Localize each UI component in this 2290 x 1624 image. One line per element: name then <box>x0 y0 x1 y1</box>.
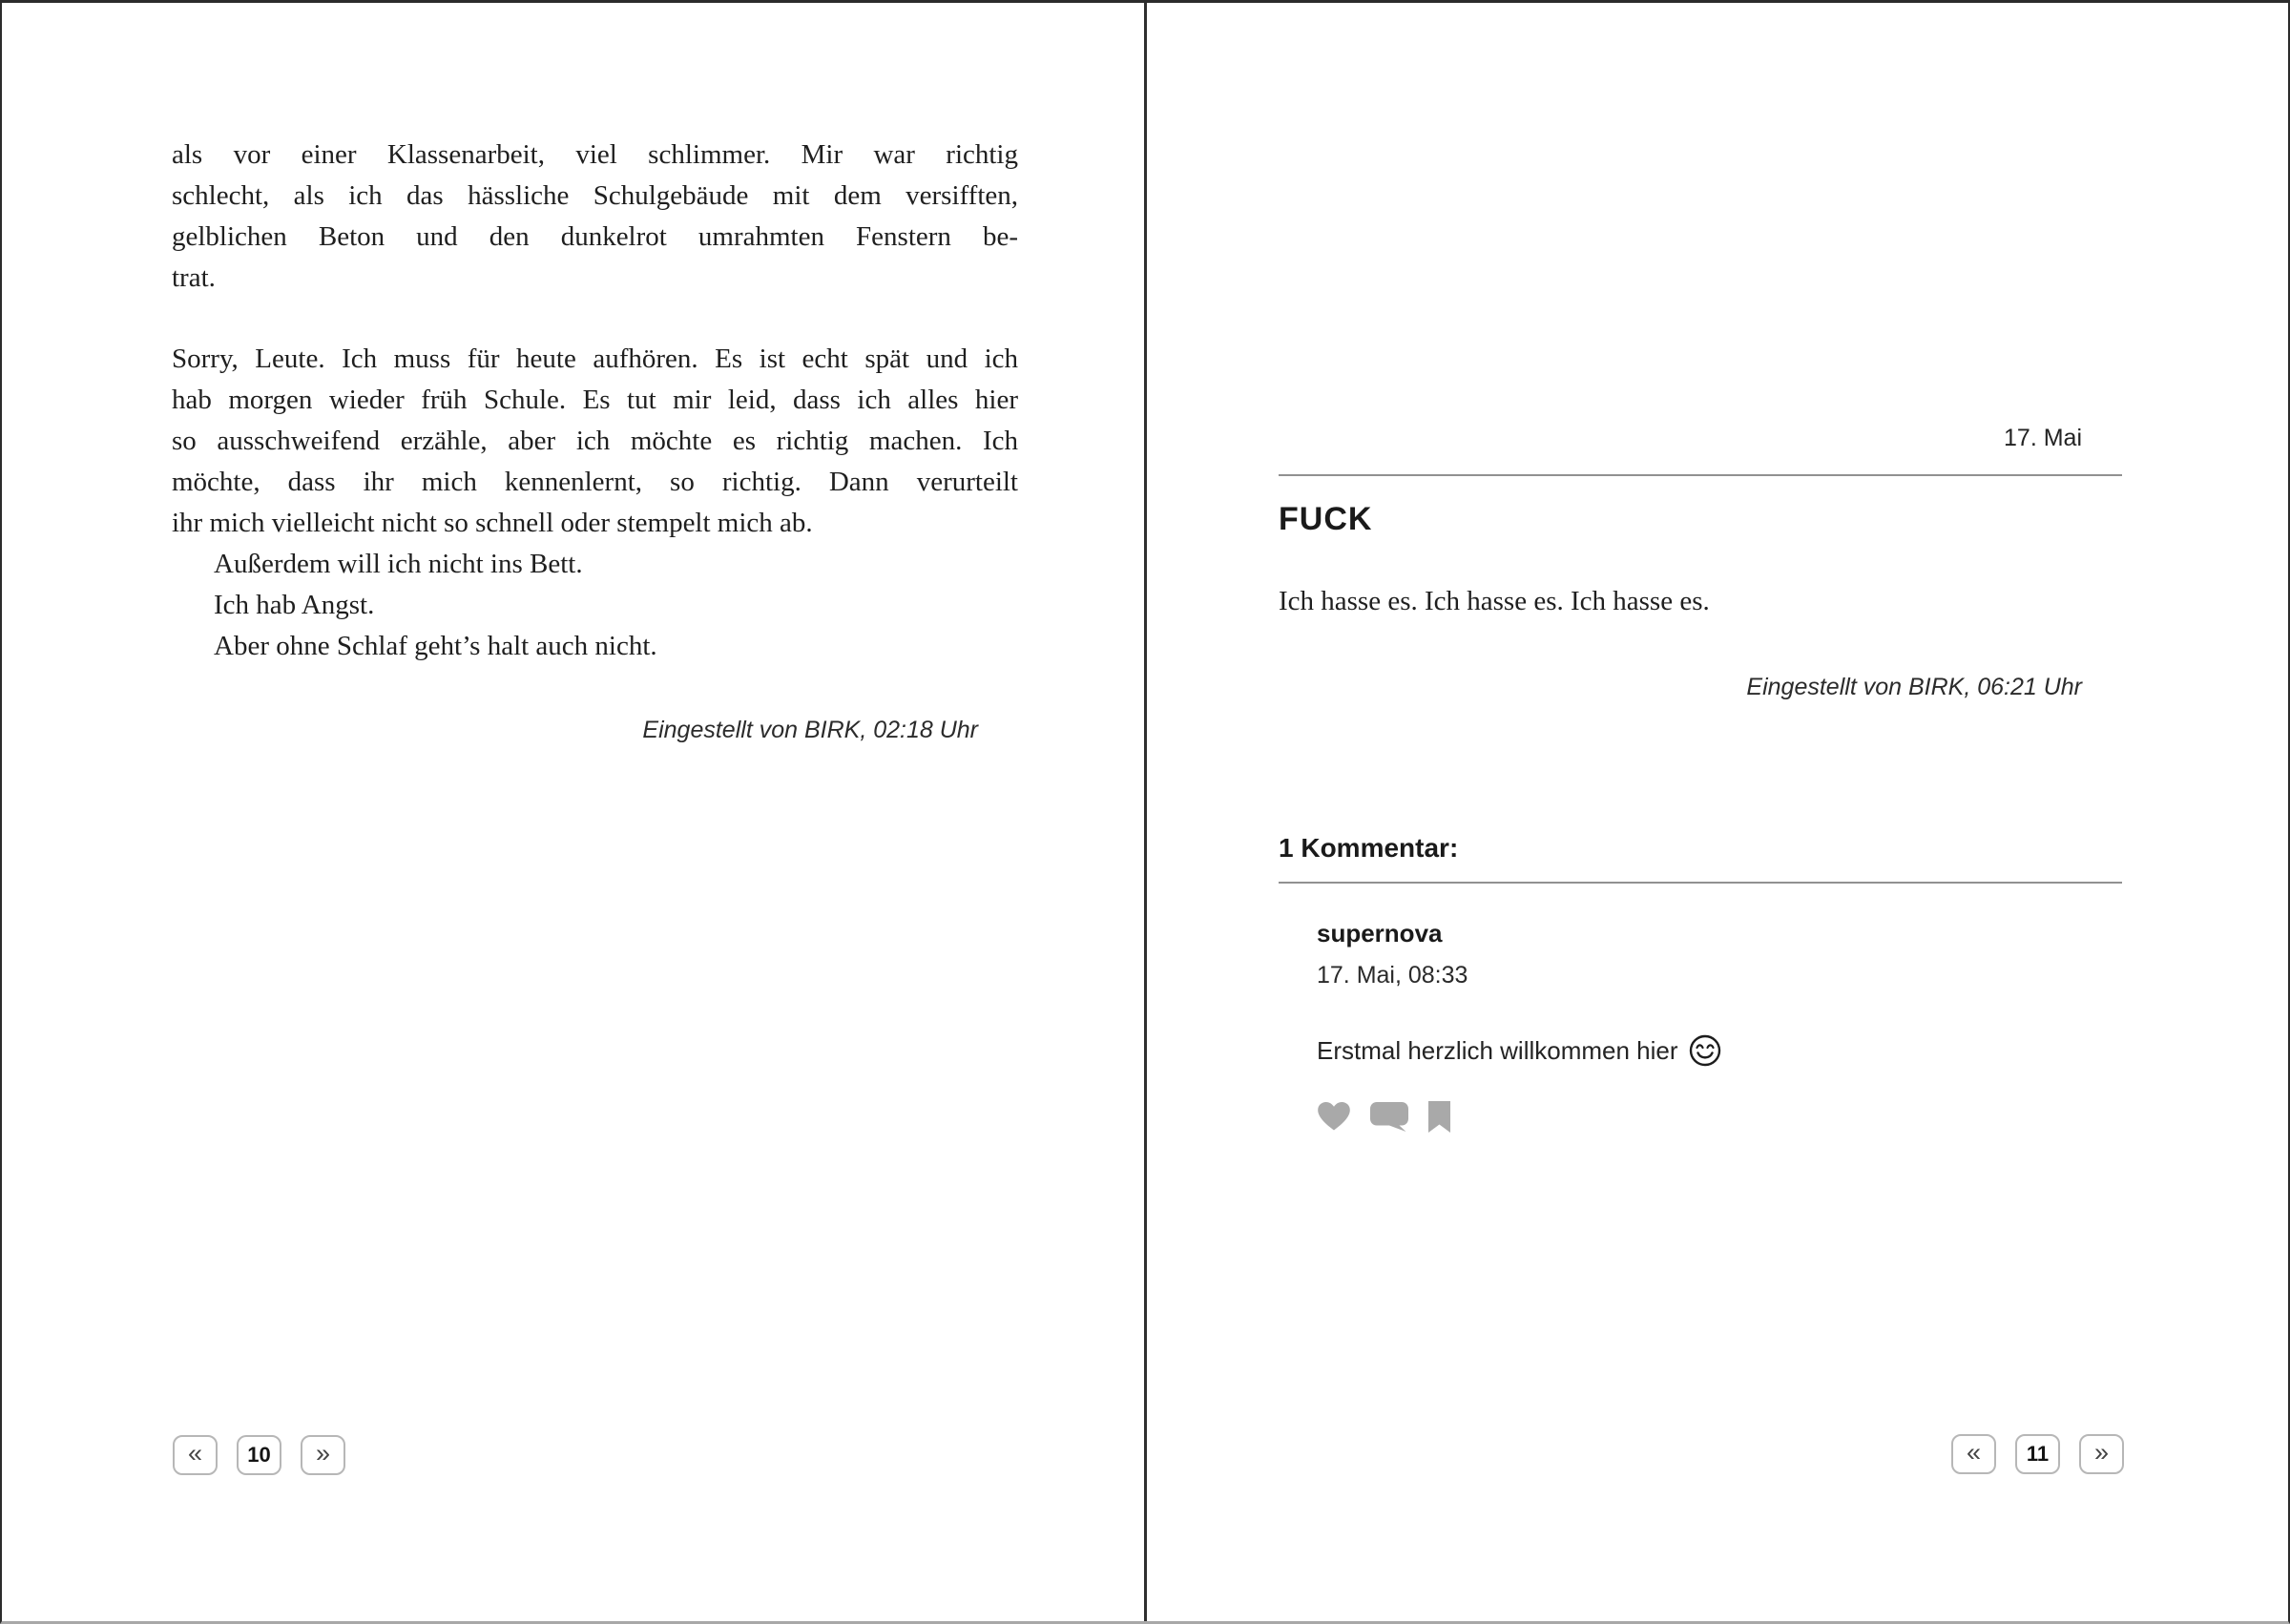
comments-header: 1 Kommentar: <box>1279 833 1459 863</box>
body-paragraph-1 <box>172 135 1018 299</box>
body-text-line: hab morgen wieder früh Schule. Es tut mir leid, dass ich alles hier <box>172 385 1018 415</box>
prev-page-button[interactable] <box>1951 1434 1996 1474</box>
body-text-line: möchte, dass ihr mich kennenlernt, so richtig. Dann verurteilt <box>172 467 1018 497</box>
comment-bubble-icon[interactable] <box>1369 1101 1409 1133</box>
current-page-button[interactable]: 10 <box>237 1435 281 1475</box>
current-page-button[interactable]: 11 <box>2015 1434 2060 1474</box>
heart-icon[interactable] <box>1317 1101 1351 1132</box>
double-chevron-left-icon: « <box>187 1439 203 1468</box>
comments-rule <box>1279 882 2122 884</box>
double-chevron-right-icon: » <box>315 1439 331 1468</box>
body-text-line: schlecht, als ich das hässliche Schulgebäude mit dem versifften, <box>172 180 1018 211</box>
body-text-line: so ausschweifend erzähle, aber ich möchte es richtig machen. Ich <box>172 426 1018 456</box>
comment-author: supernova <box>1317 919 1443 947</box>
body-text-line: Aber ohne Schlaf geht’s halt auch nicht. <box>214 631 657 661</box>
body-text-line: als vor einer Klassenarbeit, viel schlimmer. Mir war richtig <box>172 139 1018 170</box>
body-text-line: ihr mich vielleicht nicht so schnell oder stempelt mich ab. <box>172 508 813 538</box>
pagination-right <box>1951 1434 2124 1474</box>
comment-actions <box>1317 1101 1451 1133</box>
comment-text-content: Erstmal herzlich willkommen hier <box>1317 1035 1678 1065</box>
next-page-button[interactable] <box>301 1435 345 1475</box>
post-date: 17. Mai <box>2004 425 2082 451</box>
post-title: FUCK <box>1279 501 1373 537</box>
post-timestamp: Eingestellt von BIRK, 02:18 Uhr <box>642 717 978 743</box>
next-page-button[interactable] <box>2079 1434 2124 1474</box>
body-text-line: Ich hab Angst. <box>214 590 375 620</box>
body-text-line: gelblichen Beton und den dunkelrot umrahmten Fenstern be- <box>172 221 1018 252</box>
body-text-line: Außerdem will ich nicht ins Bett. <box>214 549 583 579</box>
bookmark-icon[interactable] <box>1427 1101 1451 1133</box>
body-paragraph-2 <box>172 339 1018 667</box>
date-rule <box>1279 474 2122 476</box>
comment-text <box>1317 1034 1721 1067</box>
body-text-line: Sorry, Leute. Ich muss für heute aufhören. Es ist echt spät und ich <box>172 344 1018 374</box>
post-timestamp: Eingestellt von BIRK, 06:21 Uhr <box>1746 674 2082 700</box>
body-text-line: trat. <box>172 262 216 293</box>
smiling-face-emoji-icon <box>1689 1034 1721 1067</box>
post-body: Ich hasse es. Ich hasse es. Ich hasse es. <box>1279 586 1710 616</box>
double-chevron-right-icon: » <box>2093 1438 2110 1467</box>
page-divider <box>1144 3 1147 1624</box>
pagination-left <box>173 1435 345 1475</box>
double-chevron-left-icon: « <box>1966 1438 1982 1467</box>
comment-timestamp: 17. Mai, 08:33 <box>1317 962 1468 989</box>
prev-page-button[interactable] <box>173 1435 218 1475</box>
